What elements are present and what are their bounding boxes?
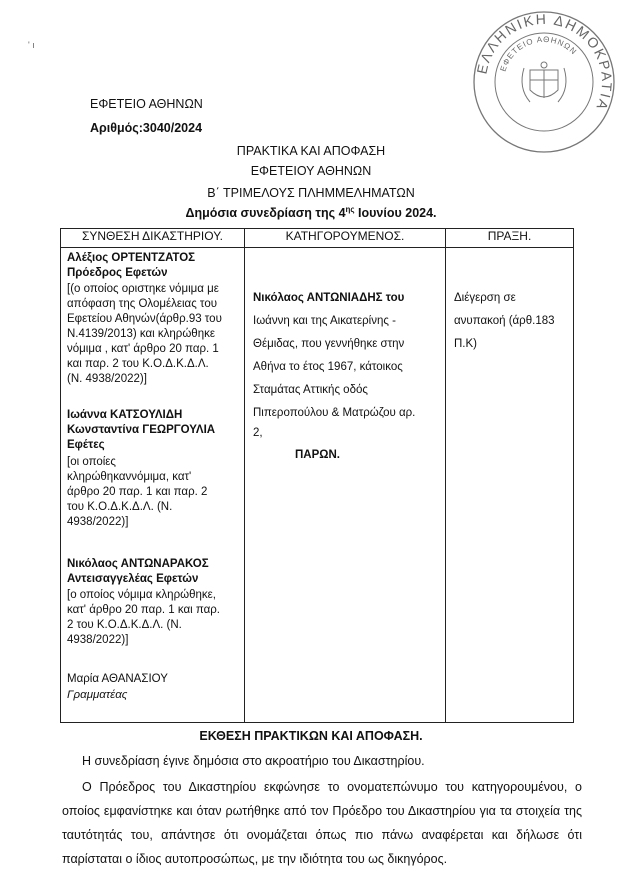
prosecutor-role: Αντεισαγγελέας Εφετών: [67, 573, 199, 585]
offense-line-1: Διέγερση σε: [454, 292, 516, 304]
court-name: ΕΦΕΤΕΙΟ ΑΘΗΝΩΝ: [90, 97, 203, 111]
greek-coat-of-arms-icon: [522, 62, 566, 102]
judges-note-2: κληρώθηκαννόμιμα, κατ': [67, 471, 192, 483]
secretary-role: Γραμματέας: [67, 689, 128, 701]
case-number: Αριθμός:3040/2024: [90, 121, 203, 135]
accused-line-3: Θέμιδας, που γεννήθηκε στην: [253, 338, 405, 350]
offense-cell: [446, 248, 574, 723]
paragraph-1: Η συνεδρίαση έγινε δημόσια στο ακροατήριο του Δικαστηρίου.: [82, 754, 425, 768]
accused-line-6: Πιπεροπούλου & Ματρώζου αρ.: [253, 407, 416, 419]
header-offense: ΠΡΑΞΗ.: [446, 229, 574, 248]
offense-line-3: Π.Κ): [454, 338, 477, 350]
accused-line-2: Ιωάννη και της Αικατερίνης -: [253, 315, 396, 327]
prosecutor-note-3: 2 του Κ.Ο.Δ.Κ.Δ.Λ. (Ν.: [67, 619, 182, 631]
session-date: [0, 206, 622, 220]
judges-note-4: του Κ.Ο.Δ.Κ.Δ.Λ. (Ν.: [67, 501, 173, 513]
paragraph-2: Ο Πρόεδρος του Δικαστηρίου εκφώνησε το ονοματεπώνυμο του κατηγορουμένου, ο οποίος εμφανίστηκε και όταν ρωτήθηκε από τον Πρόεδρο του Δικαστηρίου για τα στοιχεία της ταυτότητάς του, απάντησε ότι ονομάζεται όπως πιο πάνω αναφέρεται και δήλωσε ότι παρίσταται ο ίδιος αυτοπροσώπως, με την ιδιότητα του ως δικηγόρος.: [62, 780, 582, 866]
composition-cell: [61, 248, 245, 723]
president-note-5: νόμιμα , κατ' άρθρο 20 παρ. 1: [67, 343, 219, 355]
judges-note-1: [οι οποίες: [67, 456, 116, 468]
prosecutor-note-2: κατ' άρθρο 20 παρ. 1 και παρ.: [67, 604, 221, 616]
seal-outer-text: ΕΛΛΗΝΙΚΗ ΔΗΜΟΚΡΑΤΙΑ: [473, 10, 616, 114]
president-note-4: Ν.4139/2013) και κληρώθηκε: [67, 328, 215, 340]
title-line-1: ΠΡΑΚΤΙΚΑ ΚΑΙ ΑΠΟΦΑΣΗ: [236, 144, 386, 158]
accused-line-5: Σταμάτας Αττικής οδός: [253, 384, 368, 396]
svg-text:ΕΦΕΤΕΙΟ ΑΘΗΝΩΝ: [499, 35, 579, 73]
president-note-7: (Ν. 4938/2022)]: [67, 373, 147, 385]
president-role: Πρόεδρος Εφετών: [67, 267, 168, 279]
margin-marks: ' ı: [28, 40, 35, 50]
header-composition: ΣΥΝΘΕΣΗ ΔΙΚΑΣΤΗΡΙΟΥ.: [61, 229, 245, 248]
session-date-post: Ιουνίου 2024.: [354, 206, 437, 220]
accused-line-4: Αθήνα το έτος 1967, κάτοικος: [253, 361, 403, 373]
judges-role: Εφέτες: [67, 439, 105, 451]
president-note-6: και παρ. 2 του Κ.Ο.Δ.Κ.Δ.Λ.: [67, 358, 209, 370]
accused-status: ΠΑΡΩΝ.: [295, 449, 341, 461]
court-seal: [470, 8, 618, 156]
accused-line-7: 2,: [253, 427, 263, 439]
accused-line-1: [253, 291, 439, 306]
secretary-name: Μαρία ΑΘΑΝΑΣΙΟΥ: [67, 673, 168, 685]
judge-2-name: Κωνσταντίνα ΓΕΩΡΓΟΥΛΙΑ: [67, 424, 216, 436]
president-note-3: Εφετείου Αθηνών(άρθρ.93 του: [67, 313, 222, 325]
judges-note-3: άρθρο 20 παρ. 1 και παρ. 2: [67, 486, 208, 498]
title-line-3: Β΄ ΤΡΙΜΕΛΟΥΣ ΠΛΗΜΜΕΛΗΜΑΤΩΝ: [207, 186, 415, 200]
prosecutor-note-1: [ο οποίος νόμιμα κληρώθηκε,: [67, 589, 216, 601]
header-accused: ΚΑΤΗΓΟΡΟΥΜΕΝΟΣ.: [245, 229, 446, 248]
accused-cell: [245, 248, 446, 723]
section-title: ΕΚΘΕΣΗ ΠΡΑΚΤΙΚΩΝ ΚΑΙ ΑΠΟΦΑΣΗ.: [199, 729, 423, 743]
session-date-sup: ης: [345, 205, 355, 214]
president-note-1: [(ο οποίος οριστηκε νόμιμα με: [67, 283, 219, 295]
title-line-2: ΕΦΕΤΕΙΟΥ ΑΘΗΝΩΝ: [250, 164, 372, 178]
offense-line-2: ανυπακοή (άρθ.183: [454, 315, 555, 327]
accused-name-line: Νικόλαος ΑΝΤΩΝΙΑΔΗΣ του: [253, 292, 405, 304]
prosecutor-name: Νικόλαος ΑΝΤΩΝΑΡΑΚΟΣ: [67, 558, 209, 570]
judges-note-5: 4938/2022)]: [67, 516, 129, 528]
president-note-2: απόφαση της Ολομέλειας του: [67, 298, 217, 310]
president-name: Αλέξιος ΟΡΤΕΝΤΖΑΤΟΣ: [67, 252, 196, 264]
seal-inner-text: ΕΦΕΤΕΙΟ ΑΘΗΝΩΝ: [498, 34, 579, 73]
judge-1-name: Ιωάννα ΚΑΤΣΟΥΛΙΔΗ: [67, 409, 183, 421]
case-table: [60, 228, 574, 723]
prosecutor-note-4: 4938/2022)]: [67, 634, 129, 646]
session-date-pre: Δημόσια συνεδρίαση της 4: [185, 206, 346, 220]
